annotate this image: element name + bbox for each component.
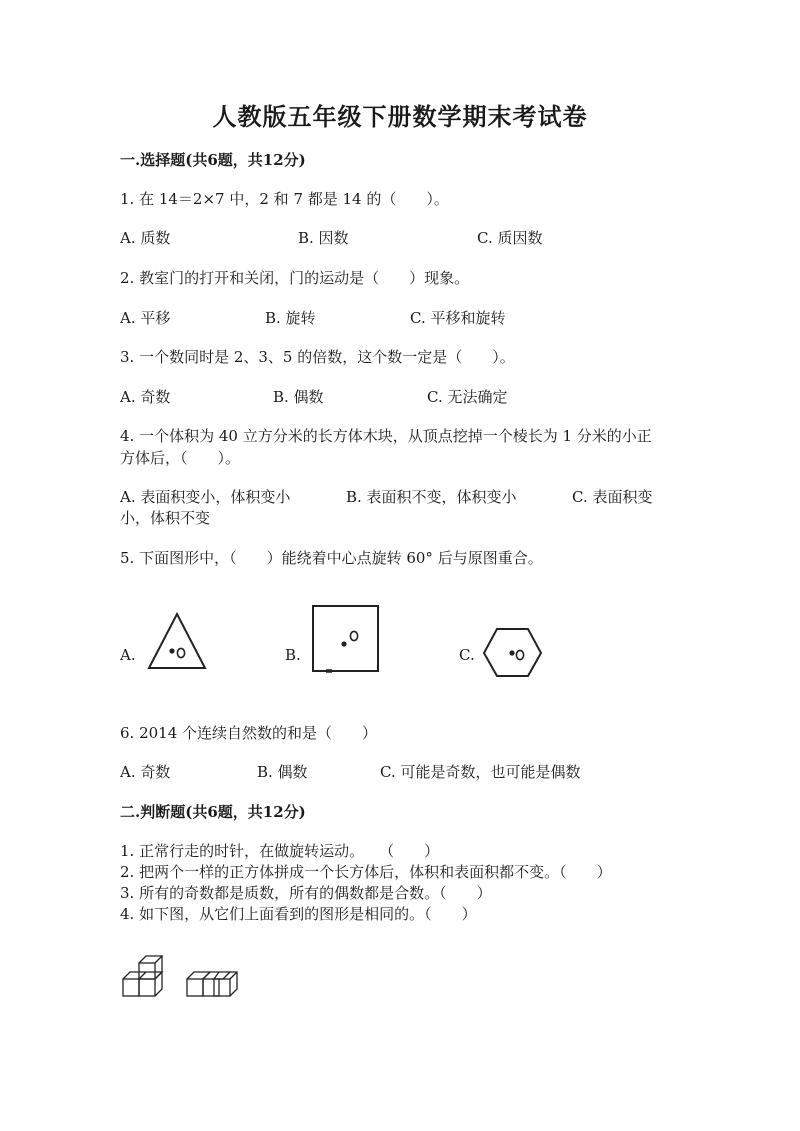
option-6b: B. 偶数 [257, 763, 308, 781]
option-5b-label: B. [285, 646, 301, 664]
option-6a: A. 奇数 [120, 763, 171, 781]
option-1b: B. 因数 [298, 229, 349, 247]
judgment-4: 4. 如下图，从它们上面看到的图形是相同的。（ ） [120, 905, 477, 923]
question-2: 2. 教室门的打开和关闭，门的运动是（ ）现象。 [120, 269, 470, 287]
triangle-icon [146, 612, 208, 670]
question-4-line2: 方体后，（ ）。 [120, 449, 241, 467]
option-2a: A. 平移 [120, 309, 171, 327]
option-1c: C. 质因数 [477, 229, 543, 247]
cube-stack-2-icon [186, 966, 240, 1000]
option-3c: C. 无法确定 [427, 388, 508, 406]
option-3a: A. 奇数 [120, 388, 171, 406]
option-4b: B. 表面积不变，体积变小 [346, 488, 517, 506]
option-4c-line2: 小，体积不变 [120, 509, 211, 527]
judgment-2: 2. 把两个一样的正方体拼成一个长方体后，体积和表面积都不变。（ ） [120, 863, 612, 881]
question-3: 3. 一个数同时是 2、3、5 的倍数，这个数一定是（ ）。 [120, 348, 515, 366]
option-1a: A. 质数 [120, 229, 171, 247]
option-4a: A. 表面积变小，体积变小 [120, 488, 291, 506]
question-1: 1. 在 14＝2×7 中，2 和 7 都是 14 的（ ）。 [120, 190, 449, 208]
hexagon-icon [482, 627, 544, 679]
square-icon [312, 605, 380, 675]
question-4-line1: 4. 一个体积为 40 立方分米的长方体木块，从顶点挖掉一个棱长为 1 分米的小正 [120, 427, 652, 445]
option-6c: C. 可能是奇数，也可能是偶数 [380, 763, 581, 781]
page-title: 人教版五年级下册数学期末考试卷 [212, 102, 588, 131]
question-6: 6. 2014 个连续自然数的和是（ ） [120, 724, 378, 742]
option-3b: B. 偶数 [273, 388, 324, 406]
cube-stack-1-icon [122, 958, 172, 1000]
section-heading-judgment: 二.判断题(共6题，共12分) [120, 803, 306, 821]
option-2c: C. 平移和旋转 [410, 309, 506, 327]
question-5: 5. 下面图形中，（ ）能绕着中心点旋转 60° 后与原图重合。 [120, 549, 543, 567]
option-2b: B. 旋转 [265, 309, 316, 327]
judgment-3: 3. 所有的奇数都是质数，所有的偶数都是合数。（ ） [120, 884, 492, 902]
option-5c-label: C. [459, 646, 475, 664]
option-5a-label: A. [120, 646, 136, 664]
section-heading-choice: 一.选择题(共6题，共12分) [120, 151, 306, 169]
judgment-1: 1. 正常行走的时针，在做旋转运动。 （ ） [120, 842, 440, 860]
option-4c-line1: C. 表面积变 [572, 488, 653, 506]
